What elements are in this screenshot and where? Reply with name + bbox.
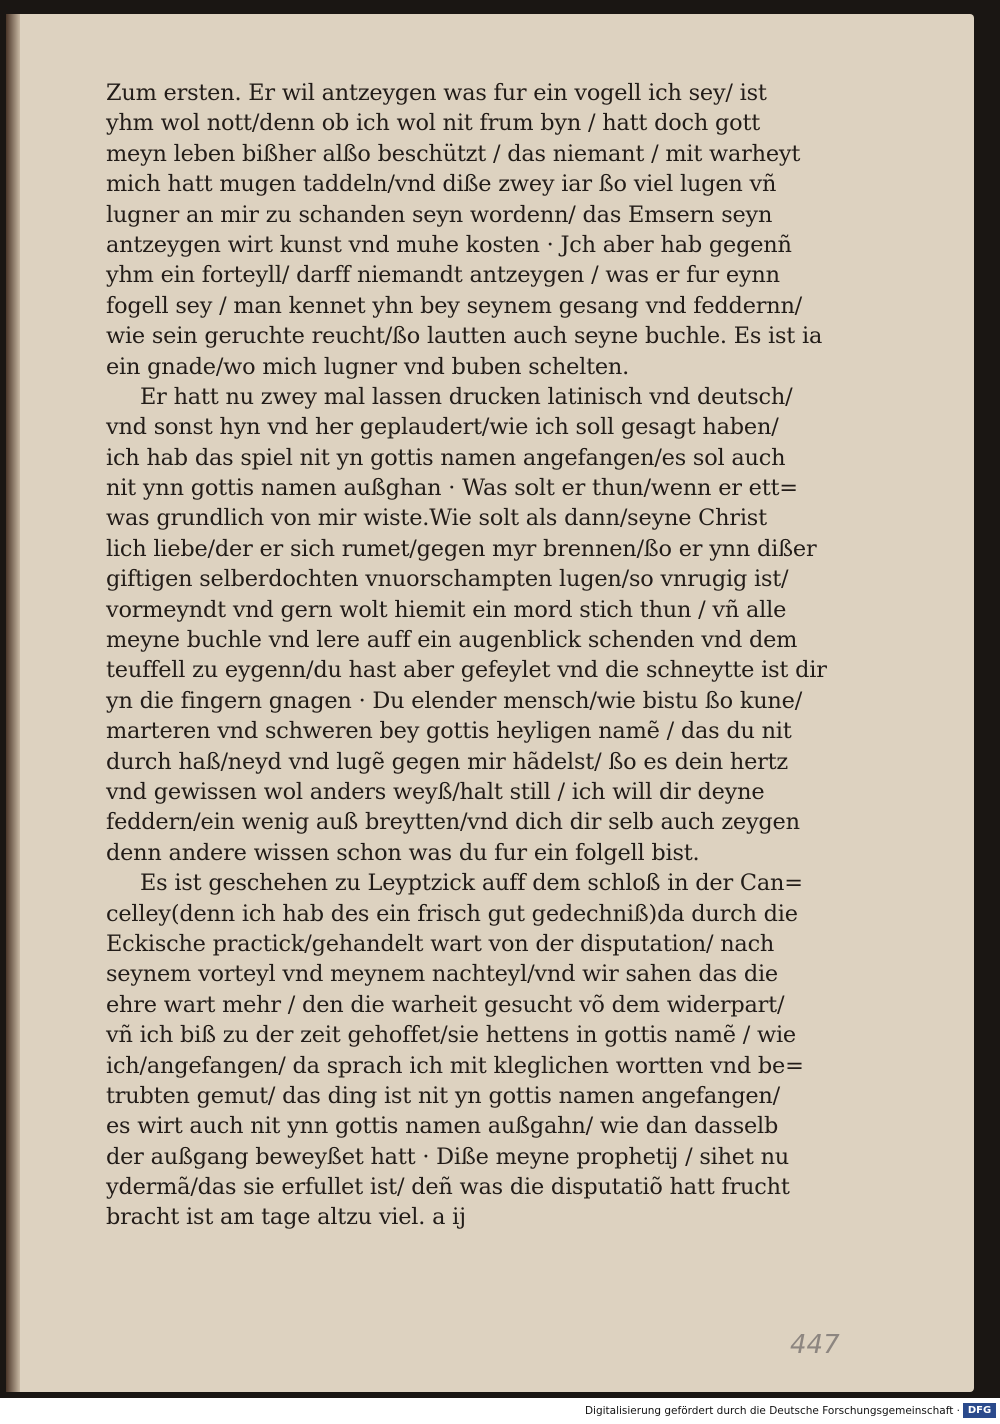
text-line: yhm wol nott/denn ob ich wol nit frum byn / hatt doch gott — [106, 110, 761, 137]
text-line: trubten gemut/ das ding ist nit yn gottis namen angefangen/ — [106, 1082, 780, 1109]
text-line: es wirt auch nit ynn gottis namen außgahn/ wie dan dasselb — [106, 1113, 779, 1140]
text-line: lich liebe/der er sich rumet/gegen myr brennen/ßo er ynn dißer — [106, 535, 817, 562]
text-line: mich hatt mugen taddeln/vnd diße zwey iar ßo viel lugen vñ — [106, 171, 777, 198]
text-line: wie sein geruchte reucht/ßo lautten auch seyne buchle. Es ist ia — [106, 323, 823, 350]
text-line: celley(denn ich hab des ein frisch gut gedechniß)da durch die — [106, 900, 798, 927]
text-line: ein gnade/wo mich lugner vnd buben schelten. — [106, 353, 630, 380]
text-line: nit ynn gottis namen außghan · Was solt er thun/wenn er ett= — [106, 475, 798, 502]
text-line: lugner an mir zu schanden seyn wordenn/ das Emsern seyn — [106, 201, 773, 228]
text-line: der außgang beweyßet hatt · Diße meyne prophetij / sihet nu — [106, 1143, 790, 1170]
text-line: ich hab das spiel nit yn gottis namen angefangen/es sol auch — [106, 444, 786, 471]
handwritten-folio-number: 447 — [790, 1330, 840, 1360]
text-line: marteren vnd schweren bey gottis heyligen namẽ / das du nit — [106, 718, 792, 745]
text-line: feddern/ein wenig auß breytten/vnd dich dir selb auch zeygen — [106, 809, 800, 836]
funding-credit: Digitalisierung gefördert durch die Deutsche Forschungsgemeinschaft · — [584, 1405, 960, 1417]
text-line: giftigen selberdochten vnuorschampten lugen/so vnrugig ist/ — [106, 566, 789, 593]
text-line: yn die fingern gnagen · Du elender mensch/wie bistu ßo kune/ — [106, 687, 803, 714]
text-line: bracht ist am tage altzu viel. a ij — [106, 1204, 466, 1231]
text-line: fogell sey / man kennet yhn bey seynem gesang vnd feddernn/ — [106, 292, 803, 319]
text-line: ehre wart mehr / den die warheit gesucht võ dem widerpart/ — [106, 991, 785, 1018]
text-line: yhm ein forteyll/ darff niemandt antzeygen / was er fur eynn — [106, 262, 780, 289]
page-gutter-shadow — [6, 14, 20, 1392]
text-line: Er hatt nu zwey mal lassen drucken latinisch vnd deutsch/ — [140, 383, 793, 410]
text-line: teuffell zu eygenn/du hast aber gefeylet vnd die schneytte ist dir — [106, 657, 827, 684]
text-line: was grundlich von mir wiste.Wie solt als dann/seyne Christ — [106, 505, 767, 532]
text-line: ich/angefangen/ da sprach ich mit kleglichen wortten vnd be= — [106, 1052, 804, 1079]
text-line: meyne buchle vnd lere auff ein augenblick schenden vnd dem — [106, 627, 798, 654]
footer-bar — [0, 1398, 1000, 1424]
blackletter-text-block — [106, 78, 827, 1233]
text-line: Es ist geschehen zu Leyptzick auff dem schloß in der Can= — [140, 870, 803, 897]
dfg-logo: DFG — [963, 1403, 996, 1418]
text-line: vñ ich biß zu der zeit gehoffet/sie hettens in gottis namẽ / wie — [106, 1022, 796, 1049]
text-line: vormeyndt vnd gern wolt hiemit ein mord stich thun / vñ alle — [106, 596, 787, 623]
text-line: durch haß/neyd vnd lugẽ gegen mir hãdelst/ ßo es dein hertz — [106, 748, 789, 775]
text-line: Zum ersten. Er wil antzeygen was fur ein vogell ich sey/ ist — [106, 80, 767, 106]
text-line: vnd gewissen wol anders weyß/halt still / ich will dir deyne — [106, 778, 765, 805]
text-line: seynem vorteyl vnd meynem nachteyl/vnd wir sahen das die — [106, 961, 778, 988]
text-line: ydermã/das sie erfullet ist/ deñ was die disputatiõ hatt frucht — [106, 1174, 790, 1201]
text-line: denn andere wissen schon was du fur ein folgell bist. — [106, 839, 700, 866]
text-line: meyn leben bißher alßo beschützt / das niemant / mit warheyt — [106, 140, 801, 167]
text-line: antzeygen wirt kunst vnd muhe kosten · Jch aber hab gegenñ — [106, 231, 792, 258]
text-line: vnd sonst hyn vnd her geplaudert/wie ich soll gesagt haben/ — [106, 414, 779, 441]
text-line: Eckische practick/gehandelt wart von der disputation/ nach — [106, 930, 775, 957]
